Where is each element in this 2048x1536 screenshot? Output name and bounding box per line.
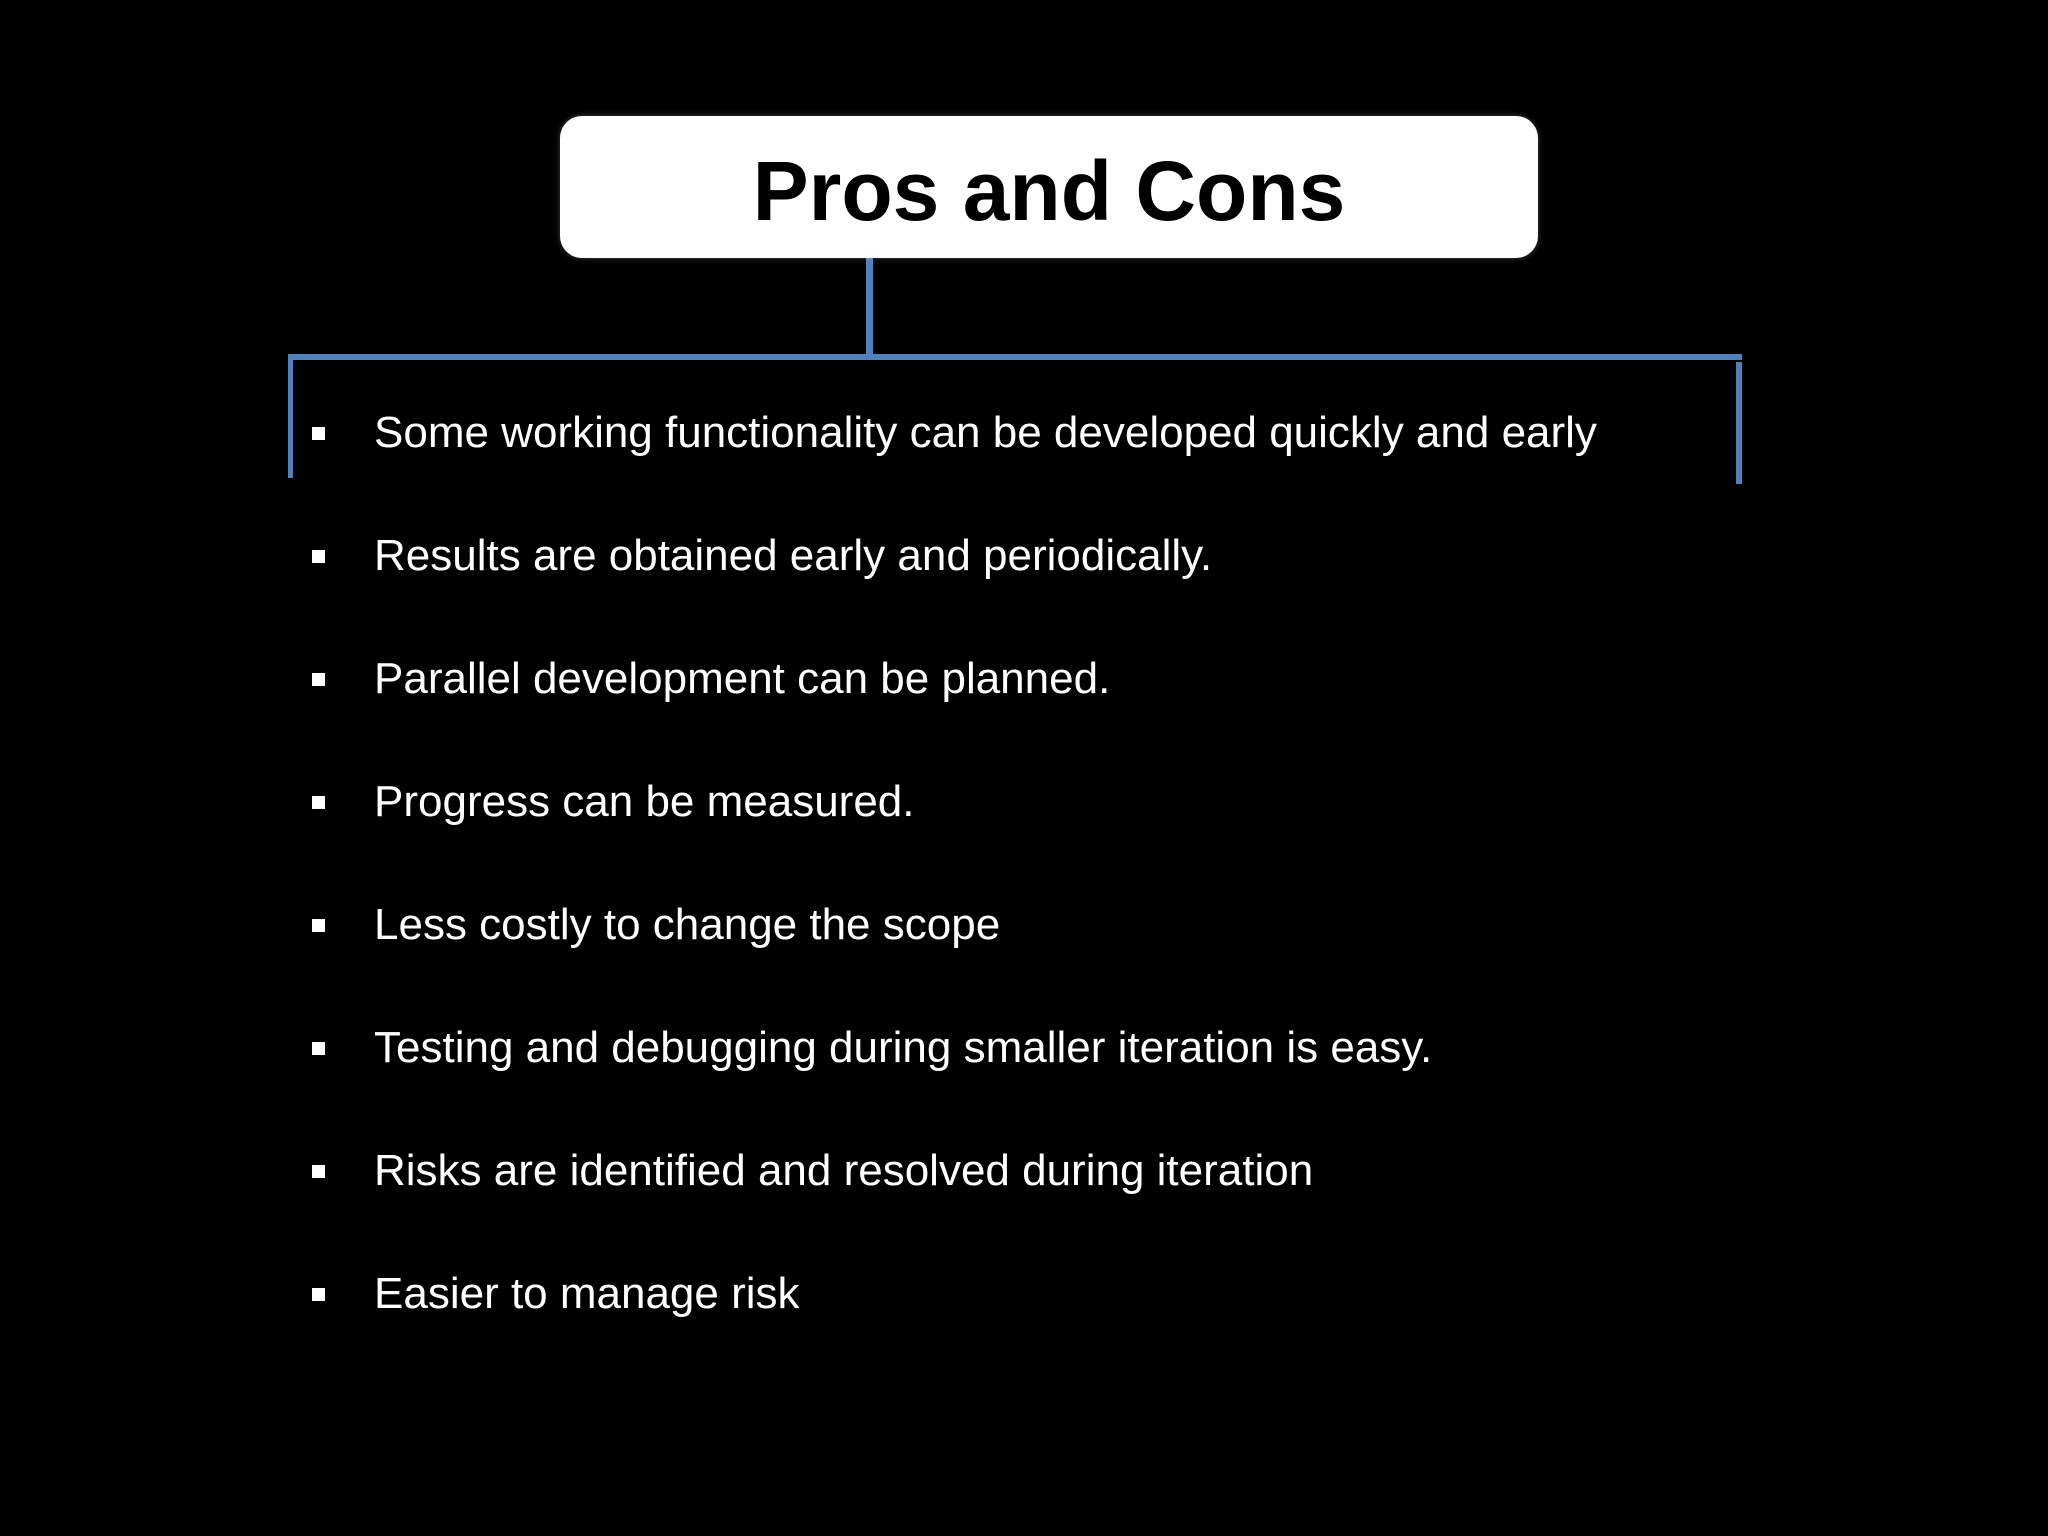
square-bullet-icon [312, 1165, 325, 1178]
square-bullet-icon [312, 1042, 325, 1055]
bullet-text: Easier to manage risk [374, 1269, 800, 1318]
bullet-text: Less costly to change the scope [374, 900, 1001, 949]
square-bullet-icon [312, 550, 325, 563]
square-bullet-icon [312, 673, 325, 686]
bullet-item [312, 403, 1597, 463]
bullet-item [312, 772, 915, 832]
bullet-item [312, 1264, 800, 1324]
bullet-item [312, 1018, 1432, 1078]
bullet-text: Parallel development can be planned. [374, 654, 1111, 703]
square-bullet-icon [312, 796, 325, 809]
bullet-text: Risks are identified and resolved during iteration [374, 1146, 1314, 1195]
bullet-item [312, 895, 1000, 955]
bullet-item [312, 1141, 1313, 1201]
bullet-item [312, 649, 1110, 709]
bullet-text: Testing and debugging during smaller iteration is easy. [374, 1023, 1433, 1072]
bullet-text: Progress can be measured. [374, 777, 915, 826]
square-bullet-icon [312, 1288, 325, 1301]
bullet-text: Some working functionality can be developed quickly and early [374, 408, 1597, 457]
slide-title: Pros and Cons [752, 143, 1346, 238]
square-bullet-icon [312, 919, 325, 932]
square-bullet-icon [312, 427, 325, 440]
bullet-text: Results are obtained early and periodically. [374, 531, 1213, 580]
bullet-item [312, 526, 1212, 586]
